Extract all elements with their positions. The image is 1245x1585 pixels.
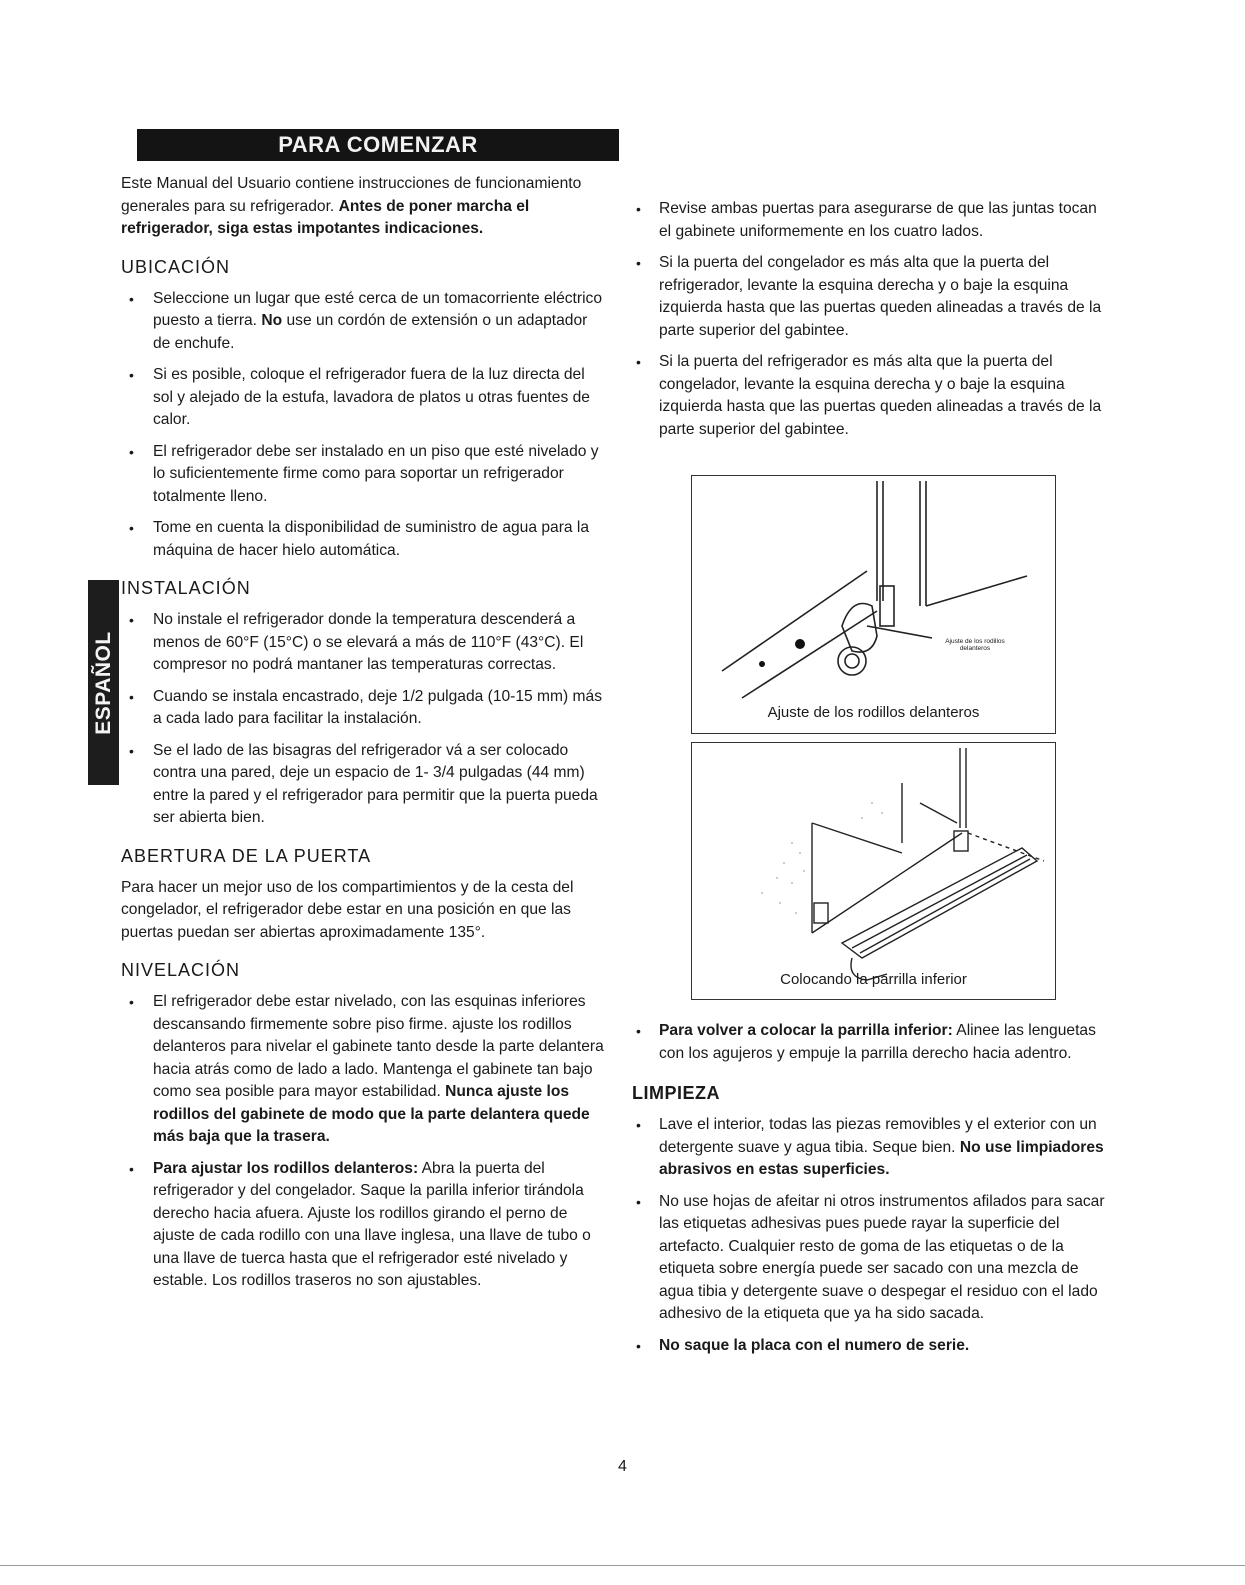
intro-text: Este Manual del Usuario contiene instrucciones de funcionamiento generales para su refrigerador. xyxy=(121,175,582,215)
list-item-text: Lave el interior, todas las piezas removibles y el exterior con un detergente suave y agua tibia. Seque bien. xyxy=(659,1116,1097,1156)
list-item xyxy=(121,991,606,1149)
list-item-text: Revise ambas puertas para asegurarse de que las juntas tocan el gabinete uniformemente en los cuatro lados. xyxy=(659,200,1097,240)
list-item-bold: Para ajustar los rodillos delanteros: xyxy=(153,1159,419,1177)
list-item xyxy=(632,1335,1107,1358)
list-item-bold: Para volver a colocar la parrilla inferior: xyxy=(659,1022,953,1039)
section-header-bar xyxy=(137,129,619,161)
right-column-bottom xyxy=(632,1020,1107,1366)
list-item xyxy=(632,1114,1107,1182)
list-item-text: Si es posible, coloque el refrigerador fuera de la luz directa del sol y alejado de la estufa, lavadora de platos u otras fuentes de calor. xyxy=(153,366,590,428)
ubicacion-list xyxy=(121,288,606,563)
left-column xyxy=(121,173,606,1302)
roller-callout-line2: delanteros xyxy=(959,645,991,652)
parrilla-list xyxy=(632,1020,1107,1065)
list-item-text: Si la puerta del congelador es más alta que la puerta del refrigerador, levante la esquina derecha y o baje la esquina izquierda hasta que las puertas queden alineadas a través de la parte superior del gabintee. xyxy=(659,254,1102,339)
heading-limpieza: LIMPIEZA xyxy=(632,1083,720,1103)
list-item-text: No instale el refrigerador donde la temperatura descenderá a menos de 60°F (15°C) o se elevará a más de 110°F (43°C). El compresor no podrá mantaner las temperaturas correctas. xyxy=(153,611,584,673)
intro-paragraph xyxy=(121,173,606,241)
list-item-bold: No saque la placa con el numero de serie. xyxy=(659,1336,970,1354)
bottom-rule xyxy=(0,1565,1245,1566)
list-item-bold: Nunca ajuste los rodillos del gabinete de modo que la parte delantera quede más baja que la trasera. xyxy=(153,1083,590,1145)
list-item xyxy=(121,1158,606,1293)
heading-ubicacion: UBICACIÓN xyxy=(121,256,231,277)
list-item xyxy=(632,1020,1107,1065)
instalacion-list xyxy=(121,609,606,830)
list-item-text: Seleccione un lugar que esté cerca de un tomacorriente eléctrico puesto a tierra. xyxy=(153,289,603,329)
list-item-text: El refrigerador debe ser instalado en un piso que esté nivelado y lo suficientemente firme como para soportar un refrigerador totalmente lleno. xyxy=(153,442,599,505)
figure-bottom-grille xyxy=(691,742,1056,1000)
figure1-caption: Ajuste de los rodillos delanteros xyxy=(767,704,980,721)
front-rollers-illustration xyxy=(692,476,1055,733)
heading-abertura: ABERTURA DE LA PUERTA xyxy=(121,845,372,866)
list-item-text: No use hojas de afeitar ni otros instrumentos afilados para sacar las etiquetas adhesivas pues puede rayar la superficie del artefacto. Cualquier resto de goma de las etiquetas o de la etiqueta sobre energía puede ser sacado con una mezcla de agua tibia y detergente suave o despegar el residuo con el lado adhesivo de la etiqueta que ya ha sido sacada. xyxy=(659,1192,1105,1322)
list-item-text: Cuando se instala encastrado, deje 1/2 pulgada (10-15 mm) más a cada lado para facilitar la instalación. xyxy=(153,687,603,727)
list-item xyxy=(632,1191,1107,1326)
list-item-text: Si la puerta del refrigerador es más alta que la puerta del congelador, levante la esquina derecha y o baje la esquina izquierda hasta que las puertas queden alineadas a través de la parte superior del gabintee. xyxy=(659,353,1102,438)
list-item-text: Se el lado de las bisagras del refrigerador vá a ser colocado contra una pared, deje un espacio de 1- 3/4 pulgadas (44 mm) entre la pared y el refrigerador para permitir que la puerta pueda ser abierta bien. xyxy=(153,741,598,826)
list-item xyxy=(121,288,606,356)
list-item xyxy=(121,686,606,731)
list-item-text: use un cordón de extensión o un adaptador de enchufe. xyxy=(153,312,588,352)
language-side-tab xyxy=(88,580,119,785)
intro-bold: Antes de poner marcha el refrigerador, siga estas impotantes indicaciones. xyxy=(121,197,530,237)
list-item xyxy=(632,351,1102,441)
abertura-paragraph: Para hacer un mejor uso de los compartimientos y de la cesta del congelador, el refrigerador debe estar en una posición en que las puertas puedan ser abiertas aproximadamente 135°. xyxy=(121,878,574,941)
roller-callout-line1: Ajuste de los rodillos xyxy=(945,638,1005,645)
list-item-bold: No xyxy=(261,312,283,329)
list-item xyxy=(121,740,606,830)
list-item xyxy=(632,252,1102,342)
list-item-text: El refrigerador debe estar nivelado, con las esquinas inferiores descansando firmemente sobre piso firme. ajuste los rodillos delanteros para nivelar el gabinete tanto desde la parte delantera hacia atrás como de lado a lado. Mantenga el gabinete tan bajo como sea posible para mayor estabilidad. xyxy=(153,993,604,1100)
right-column-top xyxy=(632,198,1102,450)
heading-instalacion: INSTALACIÓN xyxy=(121,578,251,598)
limpieza-list xyxy=(632,1114,1107,1357)
list-item xyxy=(121,517,606,562)
roller-callout xyxy=(930,638,1020,652)
list-item-text: Tome en cuenta la disponibilidad de suministro de agua para la máquina de hacer hielo automática. xyxy=(153,519,590,559)
list-item xyxy=(121,441,606,509)
bottom-grille-illustration xyxy=(692,743,1055,999)
language-label: ESPAÑOL xyxy=(91,630,115,735)
list-item-text: Abra la puerta del refrigerador y del congelador. Saque la parilla inferior tirándola derecho hacia afuera. Ajuste los rodillos girando el perno de ajuste de cada rodillo con una llave inglesa, una llave de tubo o una llave de tuerca hasta que el refrigerador esté nivelado y estable. Los rodillos traseros no son ajustables. xyxy=(153,1159,591,1289)
nivelacion-list xyxy=(121,991,606,1293)
list-item xyxy=(121,364,606,432)
list-item-text: Alinee las lenguetas con los agujeros y empuje la parrilla derecho hacia adentro. xyxy=(659,1022,1096,1062)
list-item xyxy=(121,609,606,677)
heading-nivelacion: NIVELACIÓN xyxy=(121,960,241,980)
door-alignment-list xyxy=(632,198,1102,441)
list-item-bold: No use limpiadores abrasivos en estas superficies. xyxy=(659,1138,1104,1178)
section-title: PARA COMENZAR xyxy=(278,132,478,157)
figure2-caption: Colocando la parrilla inferior xyxy=(780,971,967,988)
page-number: 4 xyxy=(618,1458,627,1475)
list-item xyxy=(632,198,1102,243)
figure-front-rollers xyxy=(691,475,1056,734)
